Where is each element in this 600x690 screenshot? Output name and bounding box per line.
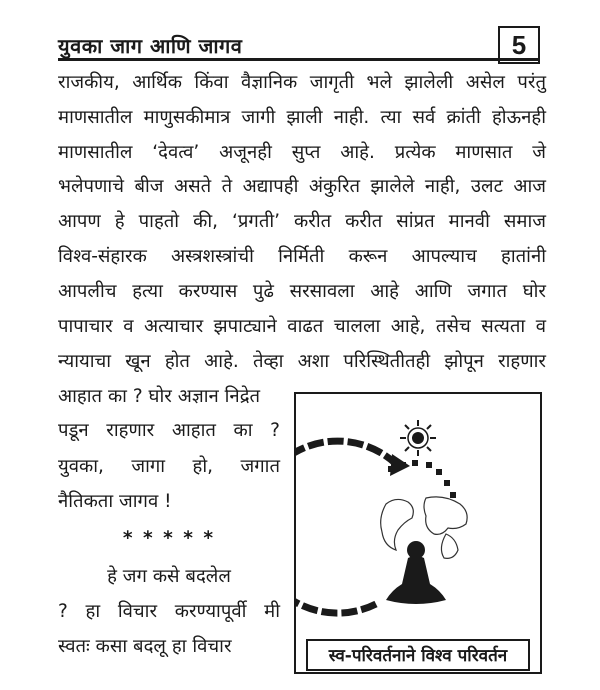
body-line: पापाचार व अत्याचार झपाट्याने वाढत चालला आहे, तसेच सत्यता व [58,316,546,337]
header-rule [58,58,540,61]
body-line: पडून राहणार आहात का ? [58,420,280,441]
figure-caption: स्व-परिवर्तनाने विश्व परिवर्तन [306,639,530,671]
page-number: 5 [498,26,540,64]
body-line: आहात का ? घोर अज्ञान निद्रेत [58,386,261,407]
body-line: आपण हे पाहतो की, ‘प्रगती’ करीत करीत सांप्रत मानवी समाज [58,211,546,232]
section-separator: * * * * * [122,528,216,549]
body-line: राजकीय, आर्थिक किंवा वैज्ञानिक जागृती भले झालेली असेल परंतु [58,72,546,93]
body-line: माणसातील ‘देवत्व’ अजूनही सुप्त आहे. प्रत्येक माणसात जे [58,142,546,163]
body-line: आपलीच हत्या करण्यास पुढे सरसावला आहे आणि जगात घोर [58,281,546,302]
page-header-title: युवका जाग आणि जागव [58,34,243,58]
body-line: ? हा विचार करण्यापूर्वी मी [58,601,280,622]
body-line: विश्व-संहारक अस्त्रशस्त्रांची निर्मिती करून आपल्याच हातांनी [58,246,546,267]
arrow-head-icon [390,454,410,476]
body-line: भलेपणाचे बीज असते ते अद्यापही अंकुरित झालेले नाही, उलट आज [58,176,546,197]
illustration-figure [294,392,542,674]
body-line: नैतिकता जागव ! [58,491,172,512]
meditating-figure-icon [386,541,446,604]
body-line: युवका, जागा हो, जगात [58,456,280,477]
sun-symbol-icon [400,420,436,456]
body-line: हे जग कसे बदलेल [107,566,231,587]
body-line: माणसातील माणुसकीमात्र जागी झाली नाही. त्या सर्व क्रांती होऊनही [58,107,546,128]
globe-meditation-illustration [296,394,540,634]
body-line: स्वतः कसा बदलू हा विचार [58,636,232,657]
body-line: न्यायाचा खून होत आहे. तेव्हा अशा परिस्थितीतही झोपून राहणार [58,351,546,372]
